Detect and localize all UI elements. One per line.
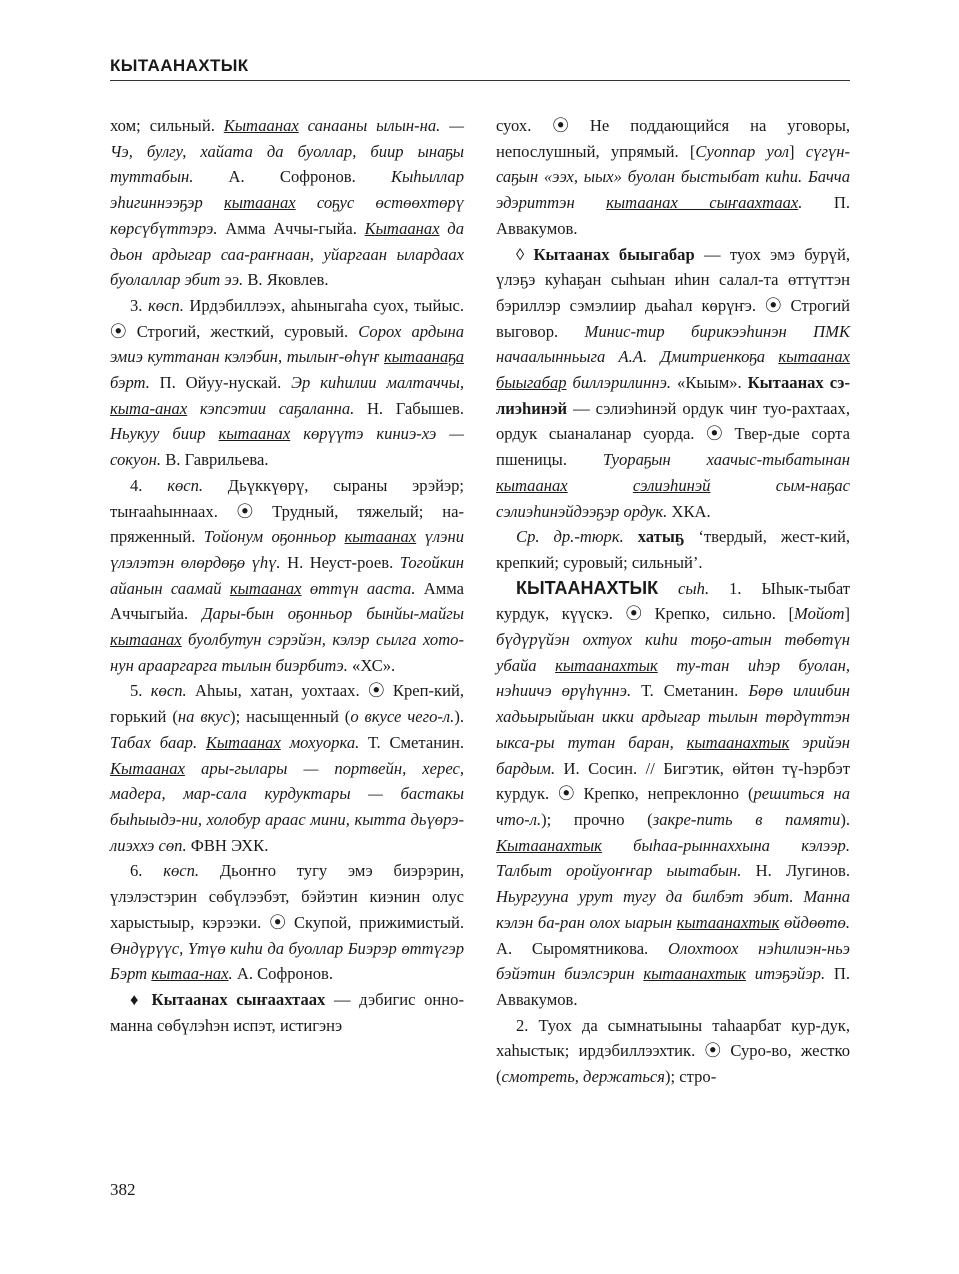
etymology-paragraph: Ср. др.-тюрк. хатыҕ ‘твердый, жест-кий, крепкий; суровый; сильный’. [496,527,850,572]
entry-paragraph: хом; сильный. Кытаанах санааны ылын-на. — Чэ, булгу, хайата да буоллар, биир ынаҕы туттабын. А. Софронов. Кыһыллар эһигиннээҕэр кытаанах соҕус өстөөхтөрү көрсүбүттэрэ. Амма Аччы-гыйа. Кытаанах да дьон ардыгар саа-раҥнаан, уйаргаан ылардаах буолаллар эбит ээ. В. Яковлев. [110,116,464,290]
right-column [496,113,850,1090]
entry-paragraph: 6. көсп. Дьоҥҥо тугу эмэ биэрэрин, үлэлэстэрин сөбүлээбэт, бэйэтин киэнин олус харыстыыр, кэрээки. ⦿ Скупой, прижимистый. Өндүрүүс, Үтүө киһи да буоллар Биэрэр өттүгэр Бэрт кытаа-нах. А. Софронов. [110,861,464,984]
entry-paragraph: 5. көсп. Аһыы, хатан, уохтаах. ⦿ Креп-кий, горький (на вкус); насыщенный (о вкусе чего-л.). Табах баар. Кытаанах мохуорка. Т. Сметанин. Кытаанах ары-гылары — портвейн, херес, мадера, мар-сала курдуктары — бастакы быһыыдэ-ни, холобур араас мини, кытта дьүөрэ-лиэххэ сөп. ФВН ЭХК. [110,681,465,855]
entry-paragraph: ◊ Кытаанах быыгабар — туох эмэ бурүй, үлэҕэ куһаҕан сыһыан иһин салал-та өттүттэн бэриллэр сэмэлиир дьаһал көрүҥэ. ⦿ Строгий выговор. Минис-тир бирикээһинэн ПМК начаалынньыга А.А. Дмитриенкоҕа кытаанах быыгабар биллэрилиннэ. «Кыым». Кытаанах сэ-лиэһинэй — сэлиэһинэй ордук чиҥ туо-рахтаах, ордук сыаналанар суорда. ⦿ Твер-дые сорта пшеницы. Туораҕын хаачыс-тыбатынан кытаанах сэлиэһинэй сым-наҕас сэлиэһинэйдээҕэр ордук. ХКА. [496,244,850,521]
entry-paragraph: 2. Туох да сымнатыыны таһаарбат кур-дук, хаһыстык; ирдэбиллээхтик. ⦿ Суро-во, жестко (смотреть, держаться); стро- [496,1015,850,1087]
headword-entry: КЫТААНАХТЫК сыһ. 1. Ыһык-тыбат курдук, күүскэ. ⦿ Крепко, сильно. [Мойот] бүдүрүйэн охтуох киһи тоҕо-атын төбөтүн убайа кытаанахтык ту-тан иһэр буолан, нэһиичэ өрүһүннэ. Т. Сметанин. Бөрө илиибин хадьырыйыан икки ардыгар тылын төрдүттэн ыкса-ры тутан баран, кытаанахтык эрийэн бардым. И. Сосин. // Бигэтик, өйтөн тү-һэрбэт курдук. ⦿ Крепко, непреклонно (решиться на что-л.); прочно (закре-пить в памяти). Кытаанахтык быһаа-рыннаххына кэлээр. Талбыт оройуоҥҥар ыытабын. Н. Лугинов. Ньургууна урут тугу да билбэт эбит. Манна кэлэн ба-ран олох ыарын кытаанахтык өйдөөтө. А. Сыромятникова. Олохтоох нэһилиэн-ньэ бэйэтин биэлсэрин кытаанахтык итэҕэйэр. П. Аввакумов. [496,577,851,1009]
entry-paragraph: 3. көсп. Ирдэбиллээх, аһыныгаһа суох, тыйыс. ⦿ Строгий, жесткий, суровый. Сорох ардына эмиэ куттанан кэлэбин, тылыҥ-өһүҥ кытаанаҕа бэрт. П. Ойуу-нускай. Эр киһилии малтаччы, кыта-анах кэпсэтии саҕаланна. Н. Габышев. Ньукуу биир кытаанах көрүүтэ киниэ-хэ — сокуон. В. Гаврильева. [110,295,464,470]
left-column [110,113,464,1038]
entry-paragraph: ♦ Кытаанах сыҥаахтаах — дэбигис онно-манна сөбүлэһэн испэт, истигэнэ [110,989,464,1035]
running-header: КЫТААНАХТЫК [110,56,850,81]
page-number: 382 [110,1180,136,1199]
entry-paragraph: суох. ⦿ Не поддающийся на уговоры, непослушный, упрямый. [Суоппар уол] сүгүн-саҕын «ээх, ыых» буолан быстыбат киһи. Бачча эдэриттэн кытаанах сыҥаахтаах. П. Аввакумов. [496,116,850,238]
entry-paragraph: 4. көсп. Дьүккүөрү, сыраны эрэйэр; тыҥааһыннаах. ⦿ Трудный, тяжелый; на-пряженный. Тойонум оҕонньор кытаанах үлэни үлэлэтэн өлөрдөҕө үһү. Н. Неуст-роев. Тогойкин айанын саамай кытаанах өттүн ааста. Амма Аччыгыйа. Дары-бын оҕонньор бынйы-майгы кытаанах буолбутун сэрэйэн, кэлэр сылга хото-нун арааргарга тылын биэрбитэ. «ХС». [110,475,464,675]
